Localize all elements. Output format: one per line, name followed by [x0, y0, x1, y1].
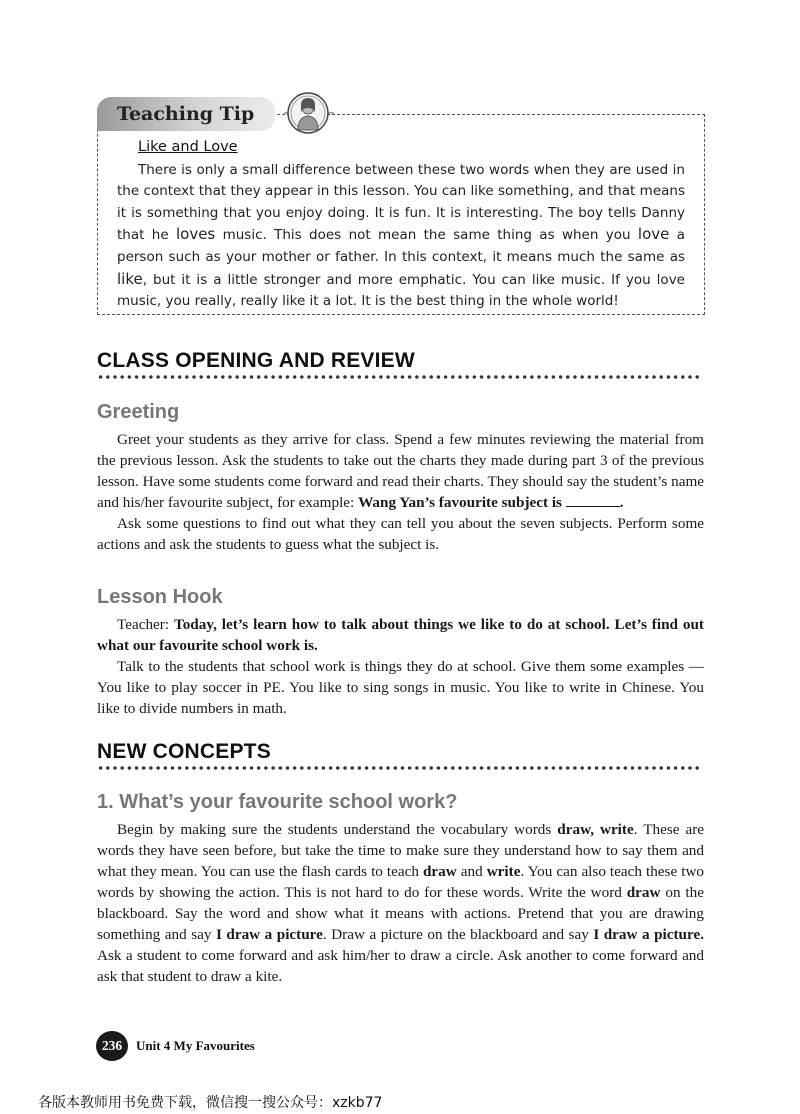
- tip-paragraph: There is only a small difference between these two words when they are used in the context that they appear in this lesson. You can like something, and that means it is something that you enjoy doing. It is fun. It is interesting. The boy tells Danny that he loves music. This does not mean the same thing as when you love a person such as your mother or father. In this context, it means much the same as like, but it is a little stronger and more emphatic. You can like music. If you love music, you really, really like it a lot. It is the best thing in the whole world!: [117, 161, 685, 310]
- greeting-body: Greet your students as they arrive for class. Spend a few minutes reviewing the material from the previous lesson. Ask the students to take out the charts they made during part 3 of the previous lesson. Have some students come forward and read their charts. They should say the student’s name and his/her favourite subject, for example: Wang Yan’s favourite subject is . Ask some questions to find out what they can tell you about the seven subjects. Perform some actions and ask the students to guess what the subject is.: [97, 431, 704, 553]
- teaching-tip-content: [117, 137, 685, 313]
- unit-label: Unit 4 My Favourites: [136, 1038, 255, 1053]
- dotted-divider: [97, 765, 701, 771]
- favourite-school-work-heading: 1. What’s your favourite school work?: [97, 791, 458, 813]
- teaching-tip-tab: Teaching Tip: [97, 97, 275, 131]
- dotted-divider: [97, 374, 701, 380]
- favourite-school-work-body: Begin by making sure the students understand the vocabulary words draw, write. These are words they have seen before, but take the time to make sure they understand how to say them and what they mean. You can use the flash cards to teach draw and write. You can also teach these two words by showing the action. This is not hard to do for these words. Write the word draw on the blackboard. Say the word and show what it means with actions. Pretend that you are drawing something and say I draw a picture. Draw a picture on the blackboard and say I draw a picture. Ask a student to come forward and ask him/her to draw a circle. Ask another to come forward and ask that student to draw a kite.: [97, 821, 705, 985]
- download-note: 各版本教师用书免费下载，微信搜一搜公众号：xzkb77: [38, 1095, 383, 1111]
- page-number: 236: [96, 1031, 128, 1061]
- lesson-hook-body: Teacher: Today, let’s learn how to talk about things we like to do at school. Let’s find out what our favourite school work is. Talk to the students that school work is things they do at school. Give them some examples — You like to play soccer in PE. You like to sing songs in music. You like to write in Chinese. You like to divide numbers in math.: [97, 616, 704, 717]
- section-title-class-opening: CLASS OPENING AND REVIEW: [97, 349, 415, 372]
- section-title-new-concepts: NEW CONCEPTS: [97, 740, 271, 763]
- teacher-portrait-icon: [284, 90, 334, 136]
- tip-title: Like and Love: [138, 139, 238, 155]
- fill-in-blank: [566, 492, 620, 507]
- lesson-hook-heading: Lesson Hook: [97, 586, 223, 608]
- greeting-heading: Greeting: [97, 401, 180, 423]
